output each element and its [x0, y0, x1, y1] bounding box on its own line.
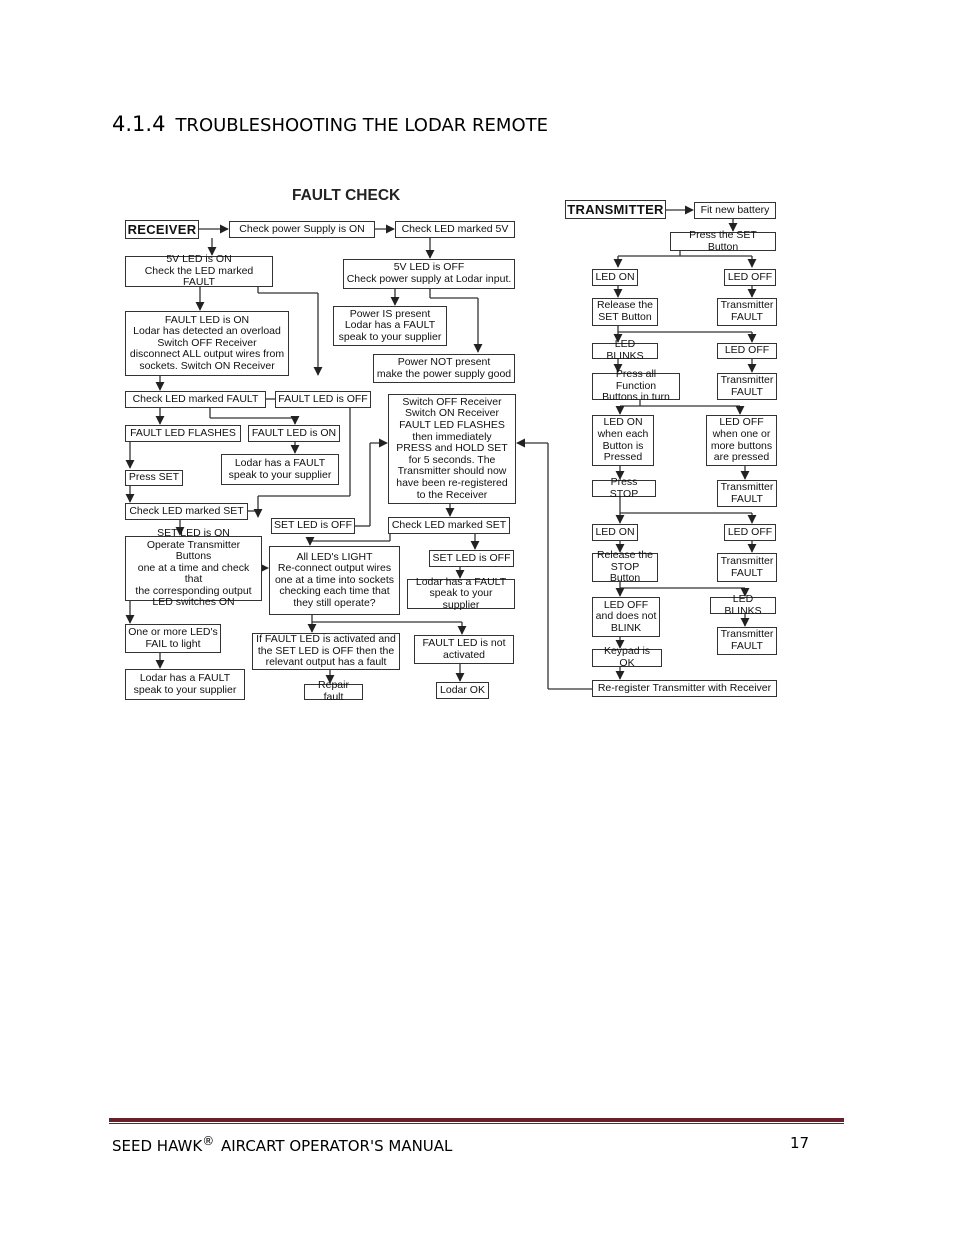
check-led-set-box: Check LED marked SET — [125, 503, 248, 520]
keypad-ok-box: Keypad is OK — [592, 649, 662, 667]
registered-mark: ® — [202, 1134, 215, 1148]
transmitter-fault-box: Transmitter FAULT — [717, 627, 777, 655]
lodar-fault-supplier-box: Lodar has a FAULT speak to your supplier — [221, 454, 339, 485]
footer-manual-title — [112, 1134, 452, 1155]
fault-led-not-activated-box: FAULT LED is not activated — [414, 635, 514, 664]
release-set-button-box: Release the SET Button — [592, 298, 658, 326]
led-off-box: LED OFF — [724, 269, 776, 286]
reregister-transmitter-box: Re-register Transmitter with Receiver — [592, 680, 777, 697]
led-off-box: LED OFF — [724, 524, 776, 541]
transmitter-fault-box: Transmitter FAULT — [717, 480, 777, 507]
footer-brand: SEED HAWK — [112, 1137, 203, 1155]
fault-led-on-overload-box: FAULT LED is ON Lodar has detected an overload Switch OFF Receiver disconnect ALL output wires from sockets. Switch ON Receiver — [125, 311, 289, 376]
power-not-present-box: Power NOT present make the power supply good — [373, 354, 515, 383]
fault-led-flashes-box: FAULT LED FLASHES — [125, 425, 241, 442]
check-led-5v-box: Check LED marked 5V — [395, 221, 515, 238]
fault-led-on-box: FAULT LED is ON — [248, 425, 340, 442]
check-led-fault-box: Check LED marked FAULT — [125, 391, 266, 408]
press-stop-box: Press STOP — [592, 480, 656, 497]
led-off-no-blink-box: LED OFF and does not BLINK — [592, 597, 660, 637]
power-is-present-box: Power IS present Lodar has a FAULT speak to your supplier — [333, 306, 447, 346]
footer-divider — [109, 1118, 844, 1122]
transmitter-fault-box: Transmitter FAULT — [717, 553, 777, 582]
lodar-ok-box: Lodar OK — [436, 682, 489, 699]
set-led-off-box: SET LED is OFF — [429, 550, 514, 567]
press-set-button-box: Press the SET Button — [670, 232, 776, 251]
page-number: 17 — [790, 1134, 810, 1152]
fault-led-off-box: FAULT LED is OFF — [275, 391, 371, 408]
one-or-more-fail-box: One or more LED's FAIL to light — [125, 624, 221, 653]
section-title: TROUBLESHOOTING THE LODAR REMOTE — [175, 115, 548, 136]
footer-manual-name: AIRCART OPERATOR'S MANUAL — [220, 1137, 453, 1155]
repair-fault-box: Repair fault — [304, 684, 363, 700]
diagram-title: FAULT CHECK — [292, 187, 401, 204]
led-off-more-buttons-box: LED OFF when one or more buttons are pressed — [706, 415, 777, 466]
transmitter-label: TRANSMITTER — [565, 200, 666, 219]
led-5v-on-box: 5V LED is ON Check the LED marked FAULT — [125, 256, 273, 287]
led-on-each-button-box: LED ON when each Button is Pressed — [592, 415, 654, 466]
lodar-fault-supplier-box: Lodar has a FAULT speak to your supplier — [125, 669, 245, 700]
transmitter-fault-box: Transmitter FAULT — [717, 298, 777, 326]
led-blinks-box: LED BLINKS — [710, 597, 776, 614]
led-5v-off-box: 5V LED is OFF Check power supply at Lodar input. — [343, 259, 515, 289]
led-on-box: LED ON — [592, 269, 638, 286]
fit-new-battery-box: Fit new battery — [694, 202, 776, 219]
led-on-box: LED ON — [592, 524, 638, 541]
check-led-set-box: Check LED marked SET — [388, 517, 510, 534]
switch-off-receiver-box: Switch OFF Receiver Switch ON Receiver FAULT LED FLASHES then immediately PRESS and HOLD SET for 5 seconds. The Transmitter should now have been re-registered to the Receiver — [388, 394, 516, 504]
lodar-fault-supplier-box: Lodar has a FAULT speak to your supplier — [407, 579, 515, 609]
release-stop-button-box: Release the STOP Button — [592, 553, 658, 582]
footer-divider — [109, 1123, 844, 1124]
led-off-box: LED OFF — [717, 343, 777, 359]
check-power-box: Check power Supply is ON — [229, 221, 375, 238]
set-led-on-box: SET LED is ON Operate Transmitter Buttons one at a time and check that the corresponding output LED switches ON — [125, 536, 262, 601]
transmitter-fault-box: Transmitter FAULT — [717, 373, 777, 400]
if-fault-led-activated-box: If FAULT LED is activated and the SET LED is OFF then the relevant output has a fault — [252, 633, 400, 670]
press-all-function-box: Press all Function Buttons in turn — [592, 373, 680, 400]
set-led-off-box: SET LED is OFF — [271, 518, 355, 534]
all-leds-light-box: All LED's LIGHT Re-connect output wires one at a time into sockets checking each time that they still operate? — [269, 546, 400, 615]
led-blinks-box: LED BLINKS — [592, 343, 658, 359]
section-number: 4.1.4 — [112, 112, 166, 136]
receiver-label: RECEIVER — [125, 220, 199, 239]
press-set-box: Press SET — [125, 470, 183, 486]
